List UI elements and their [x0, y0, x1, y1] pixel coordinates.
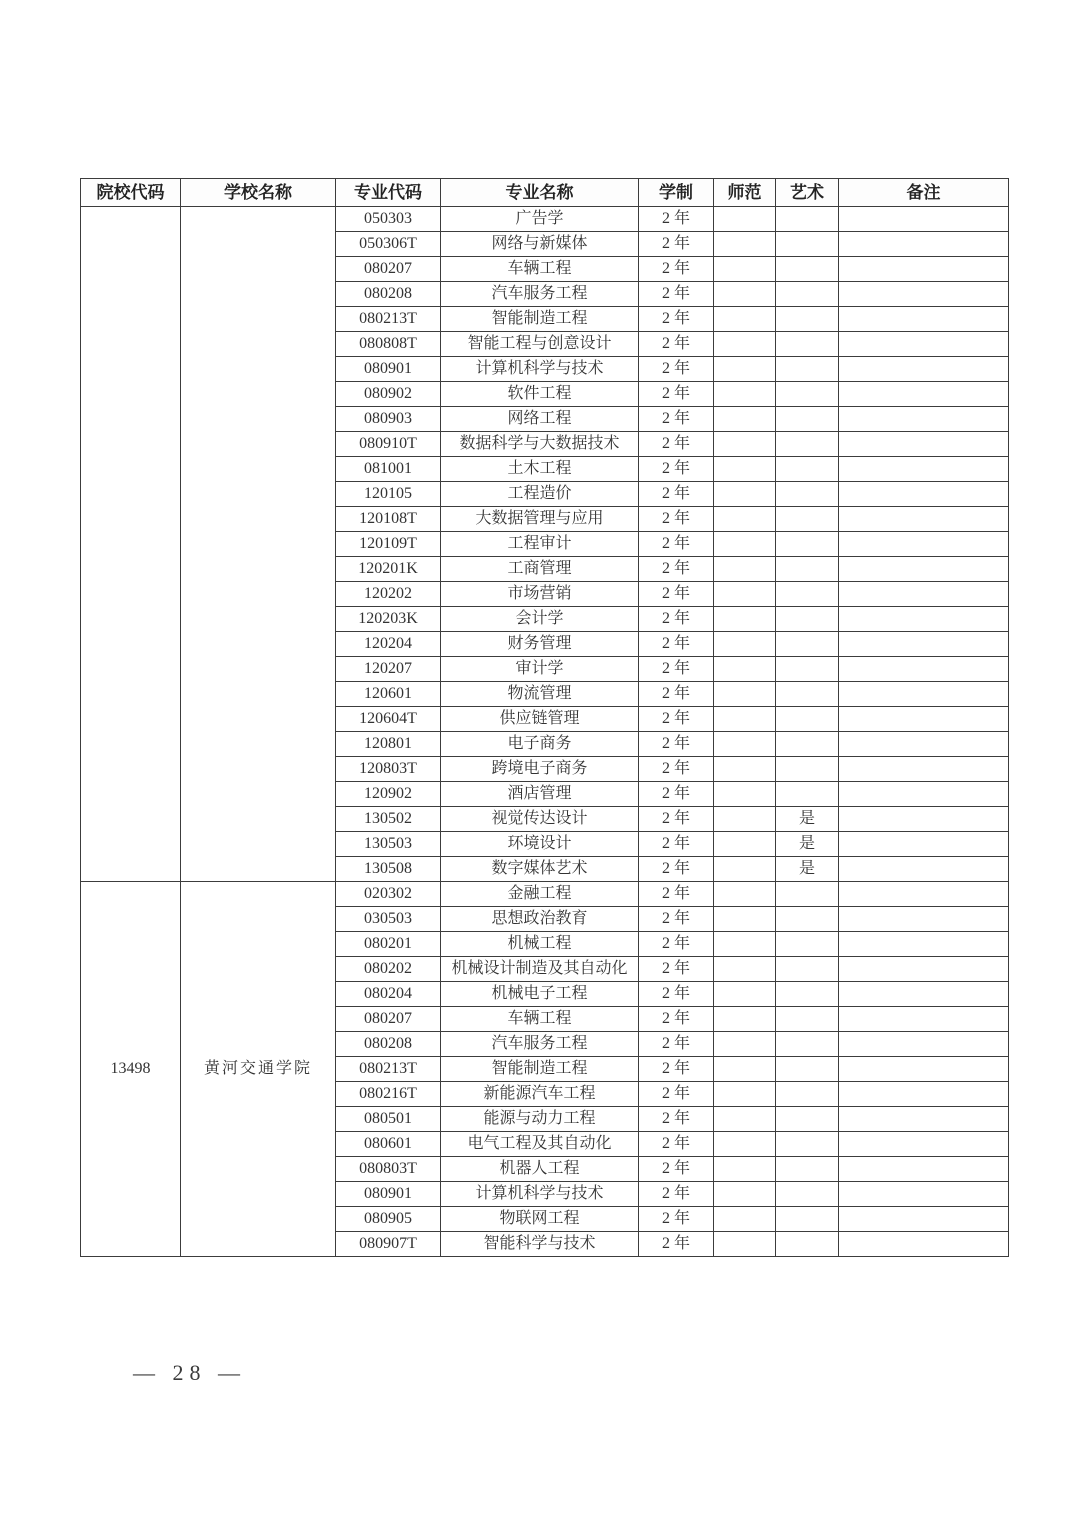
- major-name-cell: 数据科学与大数据技术: [441, 432, 639, 457]
- duration-cell: 2 年: [639, 1157, 714, 1182]
- art-cell: [776, 232, 839, 257]
- normal-cell: [714, 857, 776, 882]
- duration-cell: 2 年: [639, 557, 714, 582]
- major-name-cell: 软件工程: [441, 382, 639, 407]
- normal-cell: [714, 1032, 776, 1057]
- major-code-cell: 080905: [336, 1207, 441, 1232]
- art-cell: [776, 482, 839, 507]
- normal-cell: [714, 1132, 776, 1157]
- remark-cell: [839, 1032, 1009, 1057]
- major-name-cell: 智能制造工程: [441, 307, 639, 332]
- normal-cell: [714, 207, 776, 232]
- remark-cell: [839, 382, 1009, 407]
- art-cell: [776, 457, 839, 482]
- normal-cell: [714, 357, 776, 382]
- major-code-cell: 050306T: [336, 232, 441, 257]
- header-duration: 学制: [639, 179, 714, 207]
- school-name-cell: [181, 207, 336, 882]
- header-normal: 师范: [714, 179, 776, 207]
- major-name-cell: 机器人工程: [441, 1157, 639, 1182]
- school-code-cell: [81, 207, 181, 882]
- major-name-cell: 机械设计制造及其自动化: [441, 957, 639, 982]
- major-name-cell: 工程造价: [441, 482, 639, 507]
- art-cell: [776, 407, 839, 432]
- major-code-cell: 080901: [336, 357, 441, 382]
- major-name-cell: 车辆工程: [441, 1007, 639, 1032]
- remark-cell: [839, 882, 1009, 907]
- normal-cell: [714, 607, 776, 632]
- major-code-cell: 080910T: [336, 432, 441, 457]
- duration-cell: 2 年: [639, 707, 714, 732]
- duration-cell: 2 年: [639, 1207, 714, 1232]
- remark-cell: [839, 807, 1009, 832]
- normal-cell: [714, 282, 776, 307]
- major-code-cell: 120202: [336, 582, 441, 607]
- remark-cell: [839, 932, 1009, 957]
- duration-cell: 2 年: [639, 682, 714, 707]
- normal-cell: [714, 457, 776, 482]
- remark-cell: [839, 657, 1009, 682]
- duration-cell: 2 年: [639, 757, 714, 782]
- art-cell: [776, 882, 839, 907]
- duration-cell: 2 年: [639, 1132, 714, 1157]
- major-code-cell: 080213T: [336, 307, 441, 332]
- art-cell: [776, 507, 839, 532]
- duration-cell: 2 年: [639, 432, 714, 457]
- major-code-cell: 120105: [336, 482, 441, 507]
- major-name-cell: 电子商务: [441, 732, 639, 757]
- normal-cell: [714, 907, 776, 932]
- normal-cell: [714, 532, 776, 557]
- normal-cell: [714, 432, 776, 457]
- major-code-cell: 120601: [336, 682, 441, 707]
- art-cell: [776, 1207, 839, 1232]
- major-code-cell: 080202: [336, 957, 441, 982]
- art-cell: [776, 1032, 839, 1057]
- normal-cell: [714, 707, 776, 732]
- duration-cell: 2 年: [639, 1057, 714, 1082]
- remark-cell: [839, 232, 1009, 257]
- remark-cell: [839, 507, 1009, 532]
- duration-cell: 2 年: [639, 832, 714, 857]
- art-cell: [776, 932, 839, 957]
- duration-cell: 2 年: [639, 732, 714, 757]
- normal-cell: [714, 1107, 776, 1132]
- major-code-cell: 080207: [336, 257, 441, 282]
- duration-cell: 2 年: [639, 1032, 714, 1057]
- remark-cell: [839, 582, 1009, 607]
- header-remark: 备注: [839, 179, 1009, 207]
- normal-cell: [714, 507, 776, 532]
- duration-cell: 2 年: [639, 932, 714, 957]
- major-code-cell: 130508: [336, 857, 441, 882]
- major-name-cell: 机械工程: [441, 932, 639, 957]
- major-code-cell: 120803T: [336, 757, 441, 782]
- major-code-cell: 080207: [336, 1007, 441, 1032]
- major-name-cell: 机械电子工程: [441, 982, 639, 1007]
- art-cell: [776, 282, 839, 307]
- art-cell: [776, 607, 839, 632]
- major-code-cell: 120204: [336, 632, 441, 657]
- normal-cell: [714, 982, 776, 1007]
- major-name-cell: 计算机科学与技术: [441, 357, 639, 382]
- normal-cell: [714, 582, 776, 607]
- duration-cell: 2 年: [639, 857, 714, 882]
- remark-cell: [839, 607, 1009, 632]
- remark-cell: [839, 432, 1009, 457]
- normal-cell: [714, 307, 776, 332]
- art-cell: [776, 757, 839, 782]
- art-cell: [776, 382, 839, 407]
- major-name-cell: 电气工程及其自动化: [441, 1132, 639, 1157]
- duration-cell: 2 年: [639, 982, 714, 1007]
- normal-cell: [714, 957, 776, 982]
- duration-cell: 2 年: [639, 407, 714, 432]
- art-cell: [776, 732, 839, 757]
- major-code-cell: 120801: [336, 732, 441, 757]
- major-code-cell: 120201K: [336, 557, 441, 582]
- art-cell: [776, 1132, 839, 1157]
- remark-cell: [839, 207, 1009, 232]
- normal-cell: [714, 657, 776, 682]
- table-row: [81, 207, 1009, 232]
- major-code-cell: 080501: [336, 1107, 441, 1132]
- remark-cell: [839, 1057, 1009, 1082]
- major-code-cell: 120203K: [336, 607, 441, 632]
- major-name-cell: 车辆工程: [441, 257, 639, 282]
- remark-cell: [839, 1182, 1009, 1207]
- art-cell: [776, 707, 839, 732]
- duration-cell: 2 年: [639, 1232, 714, 1257]
- major-name-cell: 物流管理: [441, 682, 639, 707]
- header-major-name: 专业名称: [441, 179, 639, 207]
- remark-cell: [839, 1232, 1009, 1257]
- art-cell: [776, 557, 839, 582]
- major-name-cell: 智能制造工程: [441, 1057, 639, 1082]
- duration-cell: 2 年: [639, 957, 714, 982]
- duration-cell: 2 年: [639, 307, 714, 332]
- art-cell: [776, 957, 839, 982]
- duration-cell: 2 年: [639, 382, 714, 407]
- normal-cell: [714, 757, 776, 782]
- art-cell: [776, 682, 839, 707]
- remark-cell: [839, 1107, 1009, 1132]
- art-cell: [776, 532, 839, 557]
- remark-cell: [839, 282, 1009, 307]
- major-code-cell: 120902: [336, 782, 441, 807]
- major-code-cell: 080902: [336, 382, 441, 407]
- art-cell: [776, 307, 839, 332]
- remark-cell: [839, 857, 1009, 882]
- art-cell: [776, 1182, 839, 1207]
- major-name-cell: 网络与新媒体: [441, 232, 639, 257]
- remark-cell: [839, 707, 1009, 732]
- remark-cell: [839, 1007, 1009, 1032]
- art-cell: [776, 1232, 839, 1257]
- normal-cell: [714, 1207, 776, 1232]
- major-code-cell: 120604T: [336, 707, 441, 732]
- remark-cell: [839, 1132, 1009, 1157]
- normal-cell: [714, 832, 776, 857]
- art-cell: [776, 1082, 839, 1107]
- normal-cell: [714, 557, 776, 582]
- duration-cell: 2 年: [639, 482, 714, 507]
- remark-cell: [839, 757, 1009, 782]
- major-code-cell: 120207: [336, 657, 441, 682]
- normal-cell: [714, 232, 776, 257]
- major-code-cell: 080907T: [336, 1232, 441, 1257]
- duration-cell: 2 年: [639, 807, 714, 832]
- duration-cell: 2 年: [639, 457, 714, 482]
- major-code-cell: 080213T: [336, 1057, 441, 1082]
- duration-cell: 2 年: [639, 607, 714, 632]
- remark-cell: [839, 1082, 1009, 1107]
- remark-cell: [839, 682, 1009, 707]
- normal-cell: [714, 1232, 776, 1257]
- major-code-cell: 120109T: [336, 532, 441, 557]
- major-name-cell: 金融工程: [441, 882, 639, 907]
- duration-cell: 2 年: [639, 907, 714, 932]
- major-name-cell: 智能科学与技术: [441, 1232, 639, 1257]
- major-code-cell: 080903: [336, 407, 441, 432]
- remark-cell: [839, 907, 1009, 932]
- art-cell: [776, 432, 839, 457]
- major-code-cell: 080201: [336, 932, 441, 957]
- art-cell: [776, 657, 839, 682]
- major-name-cell: 能源与动力工程: [441, 1107, 639, 1132]
- major-code-cell: 130503: [336, 832, 441, 857]
- major-code-cell: 080803T: [336, 1157, 441, 1182]
- major-name-cell: 财务管理: [441, 632, 639, 657]
- table-header-row: [81, 179, 1009, 207]
- art-cell: [776, 1157, 839, 1182]
- remark-cell: [839, 532, 1009, 557]
- major-code-cell: 120108T: [336, 507, 441, 532]
- art-cell: [776, 1057, 839, 1082]
- art-cell: 是: [776, 857, 839, 882]
- major-name-cell: 新能源汽车工程: [441, 1082, 639, 1107]
- major-code-cell: 080901: [336, 1182, 441, 1207]
- duration-cell: 2 年: [639, 282, 714, 307]
- header-school-name: 学校名称: [181, 179, 336, 207]
- major-name-cell: 供应链管理: [441, 707, 639, 732]
- major-code-cell: 020302: [336, 882, 441, 907]
- art-cell: [776, 1107, 839, 1132]
- header-school-code: 院校代码: [81, 179, 181, 207]
- normal-cell: [714, 682, 776, 707]
- normal-cell: [714, 407, 776, 432]
- duration-cell: 2 年: [639, 257, 714, 282]
- remark-cell: [839, 632, 1009, 657]
- normal-cell: [714, 1182, 776, 1207]
- normal-cell: [714, 1157, 776, 1182]
- art-cell: [776, 257, 839, 282]
- remark-cell: [839, 407, 1009, 432]
- major-name-cell: 汽车服务工程: [441, 1032, 639, 1057]
- major-name-cell: 跨境电子商务: [441, 757, 639, 782]
- remark-cell: [839, 1157, 1009, 1182]
- duration-cell: 2 年: [639, 882, 714, 907]
- normal-cell: [714, 782, 776, 807]
- table-row: [81, 882, 1009, 907]
- major-name-cell: 审计学: [441, 657, 639, 682]
- remark-cell: [839, 457, 1009, 482]
- normal-cell: [714, 482, 776, 507]
- normal-cell: [714, 382, 776, 407]
- normal-cell: [714, 632, 776, 657]
- art-cell: [776, 782, 839, 807]
- remark-cell: [839, 482, 1009, 507]
- major-name-cell: 大数据管理与应用: [441, 507, 639, 532]
- header-major-code: 专业代码: [336, 179, 441, 207]
- major-name-cell: 环境设计: [441, 832, 639, 857]
- remark-cell: [839, 732, 1009, 757]
- art-cell: [776, 357, 839, 382]
- remark-cell: [839, 782, 1009, 807]
- major-name-cell: 工程审计: [441, 532, 639, 557]
- duration-cell: 2 年: [639, 582, 714, 607]
- major-code-cell: 080204: [336, 982, 441, 1007]
- major-name-cell: 智能工程与创意设计: [441, 332, 639, 357]
- school-code-cell: 13498: [81, 882, 181, 1257]
- major-name-cell: 广告学: [441, 207, 639, 232]
- header-art: 艺术: [776, 179, 839, 207]
- remark-cell: [839, 307, 1009, 332]
- remark-cell: [839, 557, 1009, 582]
- art-cell: [776, 1007, 839, 1032]
- normal-cell: [714, 932, 776, 957]
- major-name-cell: 工商管理: [441, 557, 639, 582]
- art-cell: [776, 207, 839, 232]
- normal-cell: [714, 1082, 776, 1107]
- duration-cell: 2 年: [639, 657, 714, 682]
- duration-cell: 2 年: [639, 507, 714, 532]
- major-name-cell: 酒店管理: [441, 782, 639, 807]
- normal-cell: [714, 1057, 776, 1082]
- duration-cell: 2 年: [639, 1007, 714, 1032]
- duration-cell: 2 年: [639, 232, 714, 257]
- major-name-cell: 网络工程: [441, 407, 639, 432]
- art-cell: 是: [776, 807, 839, 832]
- duration-cell: 2 年: [639, 207, 714, 232]
- major-name-cell: 土木工程: [441, 457, 639, 482]
- art-cell: 是: [776, 832, 839, 857]
- normal-cell: [714, 332, 776, 357]
- remark-cell: [839, 832, 1009, 857]
- remark-cell: [839, 1207, 1009, 1232]
- normal-cell: [714, 1007, 776, 1032]
- remark-cell: [839, 332, 1009, 357]
- major-name-cell: 物联网工程: [441, 1207, 639, 1232]
- major-name-cell: 思想政治教育: [441, 907, 639, 932]
- major-name-cell: 汽车服务工程: [441, 282, 639, 307]
- major-code-cell: 080208: [336, 1032, 441, 1057]
- major-name-cell: 数字媒体艺术: [441, 857, 639, 882]
- art-cell: [776, 982, 839, 1007]
- remark-cell: [839, 257, 1009, 282]
- normal-cell: [714, 807, 776, 832]
- duration-cell: 2 年: [639, 532, 714, 557]
- art-cell: [776, 632, 839, 657]
- major-code-cell: 080601: [336, 1132, 441, 1157]
- major-code-cell: 080216T: [336, 1082, 441, 1107]
- major-code-cell: 050303: [336, 207, 441, 232]
- normal-cell: [714, 882, 776, 907]
- page-number: — 28 —: [133, 1360, 246, 1385]
- major-name-cell: 视觉传达设计: [441, 807, 639, 832]
- programs-table: [80, 178, 1009, 1257]
- normal-cell: [714, 257, 776, 282]
- normal-cell: [714, 732, 776, 757]
- major-code-cell: 030503: [336, 907, 441, 932]
- duration-cell: 2 年: [639, 782, 714, 807]
- art-cell: [776, 332, 839, 357]
- major-code-cell: 130502: [336, 807, 441, 832]
- duration-cell: 2 年: [639, 1182, 714, 1207]
- remark-cell: [839, 982, 1009, 1007]
- remark-cell: [839, 357, 1009, 382]
- duration-cell: 2 年: [639, 1082, 714, 1107]
- art-cell: [776, 907, 839, 932]
- major-code-cell: 081001: [336, 457, 441, 482]
- duration-cell: 2 年: [639, 332, 714, 357]
- major-name-cell: 市场营销: [441, 582, 639, 607]
- major-code-cell: 080208: [336, 282, 441, 307]
- major-name-cell: 会计学: [441, 607, 639, 632]
- duration-cell: 2 年: [639, 357, 714, 382]
- major-name-cell: 计算机科学与技术: [441, 1182, 639, 1207]
- major-code-cell: 080808T: [336, 332, 441, 357]
- remark-cell: [839, 957, 1009, 982]
- duration-cell: 2 年: [639, 632, 714, 657]
- duration-cell: 2 年: [639, 1107, 714, 1132]
- school-name-cell: 黄河交通学院: [181, 882, 336, 1257]
- art-cell: [776, 582, 839, 607]
